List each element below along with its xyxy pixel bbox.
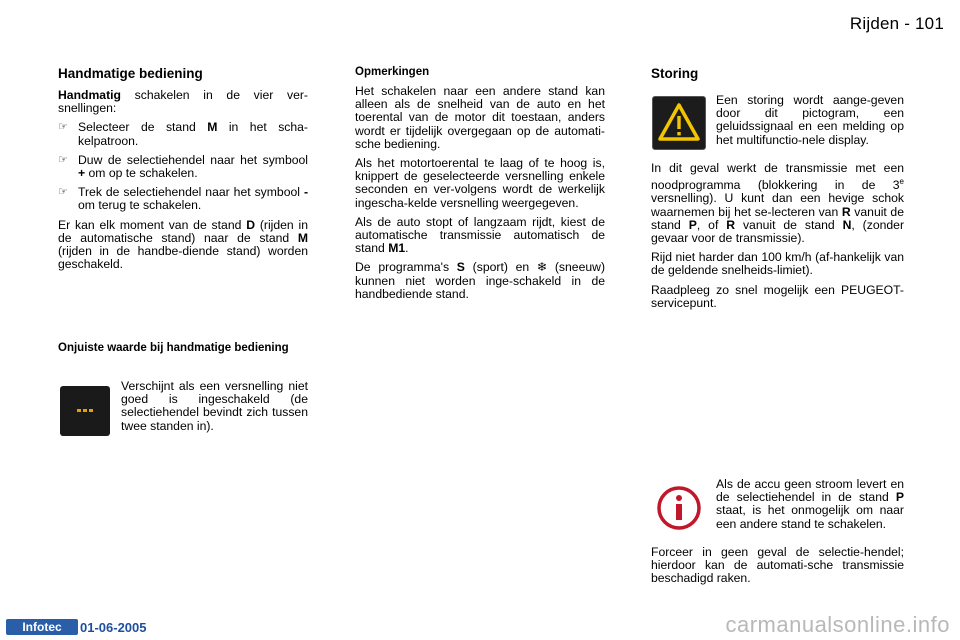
switch-paragraph: Er kan elk moment van de stand D (rijden in de automatische stand) naar de stand M (rijden in de handbe-diende stand) worden geschakeld.	[58, 217, 309, 272]
footer-date: 01-06-2005	[80, 620, 147, 635]
notes-paragraph: Als de auto stopt of langzaam rijdt, kiest de automatische transmissie automatisch de stand M1.	[355, 214, 605, 256]
section-title-notes: Opmerkingen	[355, 66, 430, 78]
fault-value-text: Verschijnt als een versnelling niet goed is ingeschakeld (de selectiehendel bevindt zich tussen twee standen in).	[121, 379, 308, 433]
pointing-hand-icon: ☞	[58, 153, 68, 166]
info-circle-icon	[655, 484, 703, 532]
list-item: ☞ Trek de selectiehendel naar het symbool - om terug te schakelen.	[58, 185, 308, 213]
warning-paragraph: Forceer in geen geval de selectie-hendel; hierdoor kan de automati-sche transmissie beschadigd raken.	[651, 545, 904, 586]
battery-info-text: Als de accu geen stroom levert en de selectiehendel in de stand P staat, is het onmogelijk om naar een andere stand te schakelen.	[716, 477, 904, 531]
list-item: ☞ Duw de selectiehendel naar het symbool + om op te schakelen.	[58, 152, 308, 181]
warning-triangle-icon	[652, 96, 706, 150]
section-title-manual: Handmatige bediening	[58, 66, 203, 81]
notes-paragraph: Het schakelen naar een andere stand kan alleen als de snelheid van de auto en het toerental van de motor dit toestaan, anders wordt er tijdelijk overgegaan op de automati-sche bediening.	[355, 84, 605, 151]
notes-paragraph: De programma's S (sport) en ❄ (sneeuw) kunnen niet worden inge-schakeld in de handbediende stand.	[355, 260, 606, 301]
fault-paragraph: In dit geval werkt de transmissie met een noodprogramma (blokkering in de 3e versnelling). U kunt dan een hevige schok waarnemen bij het se-lecteren van R vanuit de stand P, of R vanuit de stand N, (zonder gevaar voor de transmissie).	[651, 161, 905, 246]
notes-paragraph: Als het motortoerental te laag of te hoog is, knippert de geselecteerde versnelling enkele seconden en ver-volgens wordt de werkelijk ingescha-kelde versnelling weergegeven.	[355, 156, 605, 210]
watermark: carmanualsonline.info	[725, 612, 950, 637]
dash-indicator-icon	[60, 386, 110, 436]
list-item: ☞ Selecteer de stand M in het scha-kelpatroon.	[58, 120, 308, 148]
left-column	[58, 66, 308, 277]
fault-warning-text: Een storing wordt aange-geven door dit pictogram, een geluidssignaal en een melding op het multifunctio-nele display.	[716, 93, 904, 147]
section-title-fault: Storing	[651, 66, 699, 81]
middle-column	[355, 66, 605, 307]
subsection-title-fault-value: Onjuiste waarde bij handmatige bediening	[58, 342, 289, 354]
right-column	[651, 162, 904, 316]
infotec-logo: Infotec	[6, 619, 78, 635]
fault-paragraph: Rijd niet harder dan 100 km/h (af-hankelijk van de geldende snelheids-limiet).	[651, 250, 904, 278]
intro-paragraph: Handmatig schakelen in de vier ver-snellingen:	[58, 88, 308, 116]
pointing-hand-icon: ☞	[58, 121, 68, 134]
pointing-hand-icon: ☞	[58, 186, 68, 199]
page-title: Rijden - 101	[849, 14, 944, 33]
snowflake-icon: ❄	[536, 260, 548, 275]
fault-paragraph: Raadpleeg zo snel mogelijk een PEUGEOT-servicepunt.	[651, 282, 904, 310]
